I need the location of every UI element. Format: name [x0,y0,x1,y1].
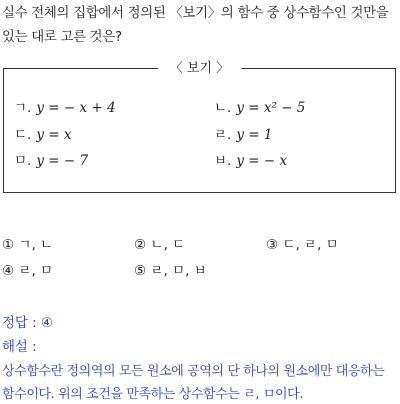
question-text [2,2,398,50]
item-mark: ㅂ. [214,153,232,169]
item-expression: y = − x [236,153,288,169]
option-2[interactable] [134,236,185,254]
item-mark: ㄱ. [14,100,32,116]
example-item-5 [14,152,88,170]
item-mark: ㄴ. [214,100,232,116]
question-line-2: 있는 대로 고른 것은? [2,30,122,45]
example-item-4 [214,126,272,144]
item-mark: ㄹ. [214,127,232,143]
question-line-1: 실수 전체의 집합에서 정의된 〈보기〉의 함수 중 상수함수인 것만을 [2,6,389,21]
option-4[interactable] [2,262,53,280]
option-number: ① [2,237,15,253]
option-text: ㄹ, ㅁ, ㅂ [150,263,207,279]
option-number: ② [134,237,147,253]
option-number: ③ [266,237,279,253]
example-item-1 [14,99,116,117]
item-expression: y = x² − 5 [236,100,306,116]
item-mark: ㄷ. [14,127,32,143]
example-box [3,61,396,193]
option-text: ㄹ, ㅁ [18,263,54,279]
item-expression: y = x [36,127,72,143]
option-number: ⑤ [134,263,147,279]
option-text: ㄴ, ㄷ [150,237,186,253]
example-item-3 [14,126,71,144]
item-expression: y = − x + 4 [36,100,116,116]
option-text: ㄷ, ㄹ, ㅁ [282,237,339,253]
explanation-line-2: 함수이다. 위의 조건을 만족하는 상수함수는 ㄹ, ㅁ이다. [2,387,304,402]
answer-label: 정답 : ④ [2,316,53,331]
option-text: ㄱ, ㄴ [18,237,54,253]
item-expression: y = − 7 [36,153,89,169]
option-number: ④ [2,263,15,279]
example-item-2 [214,99,305,117]
example-box-title: 〈 보기 〉 [158,60,241,78]
option-5[interactable] [134,262,207,280]
explanation-line-1: 상수함수란 정의역의 모든 원소에 공역의 단 하나의 원소에만 대응하는 [2,364,385,379]
item-expression: y = 1 [236,127,273,143]
example-item-6 [214,152,287,170]
item-mark: ㅁ. [14,153,32,169]
option-3[interactable] [266,236,339,254]
option-1[interactable] [2,236,53,254]
explanation-label: 해설 : [2,340,37,355]
